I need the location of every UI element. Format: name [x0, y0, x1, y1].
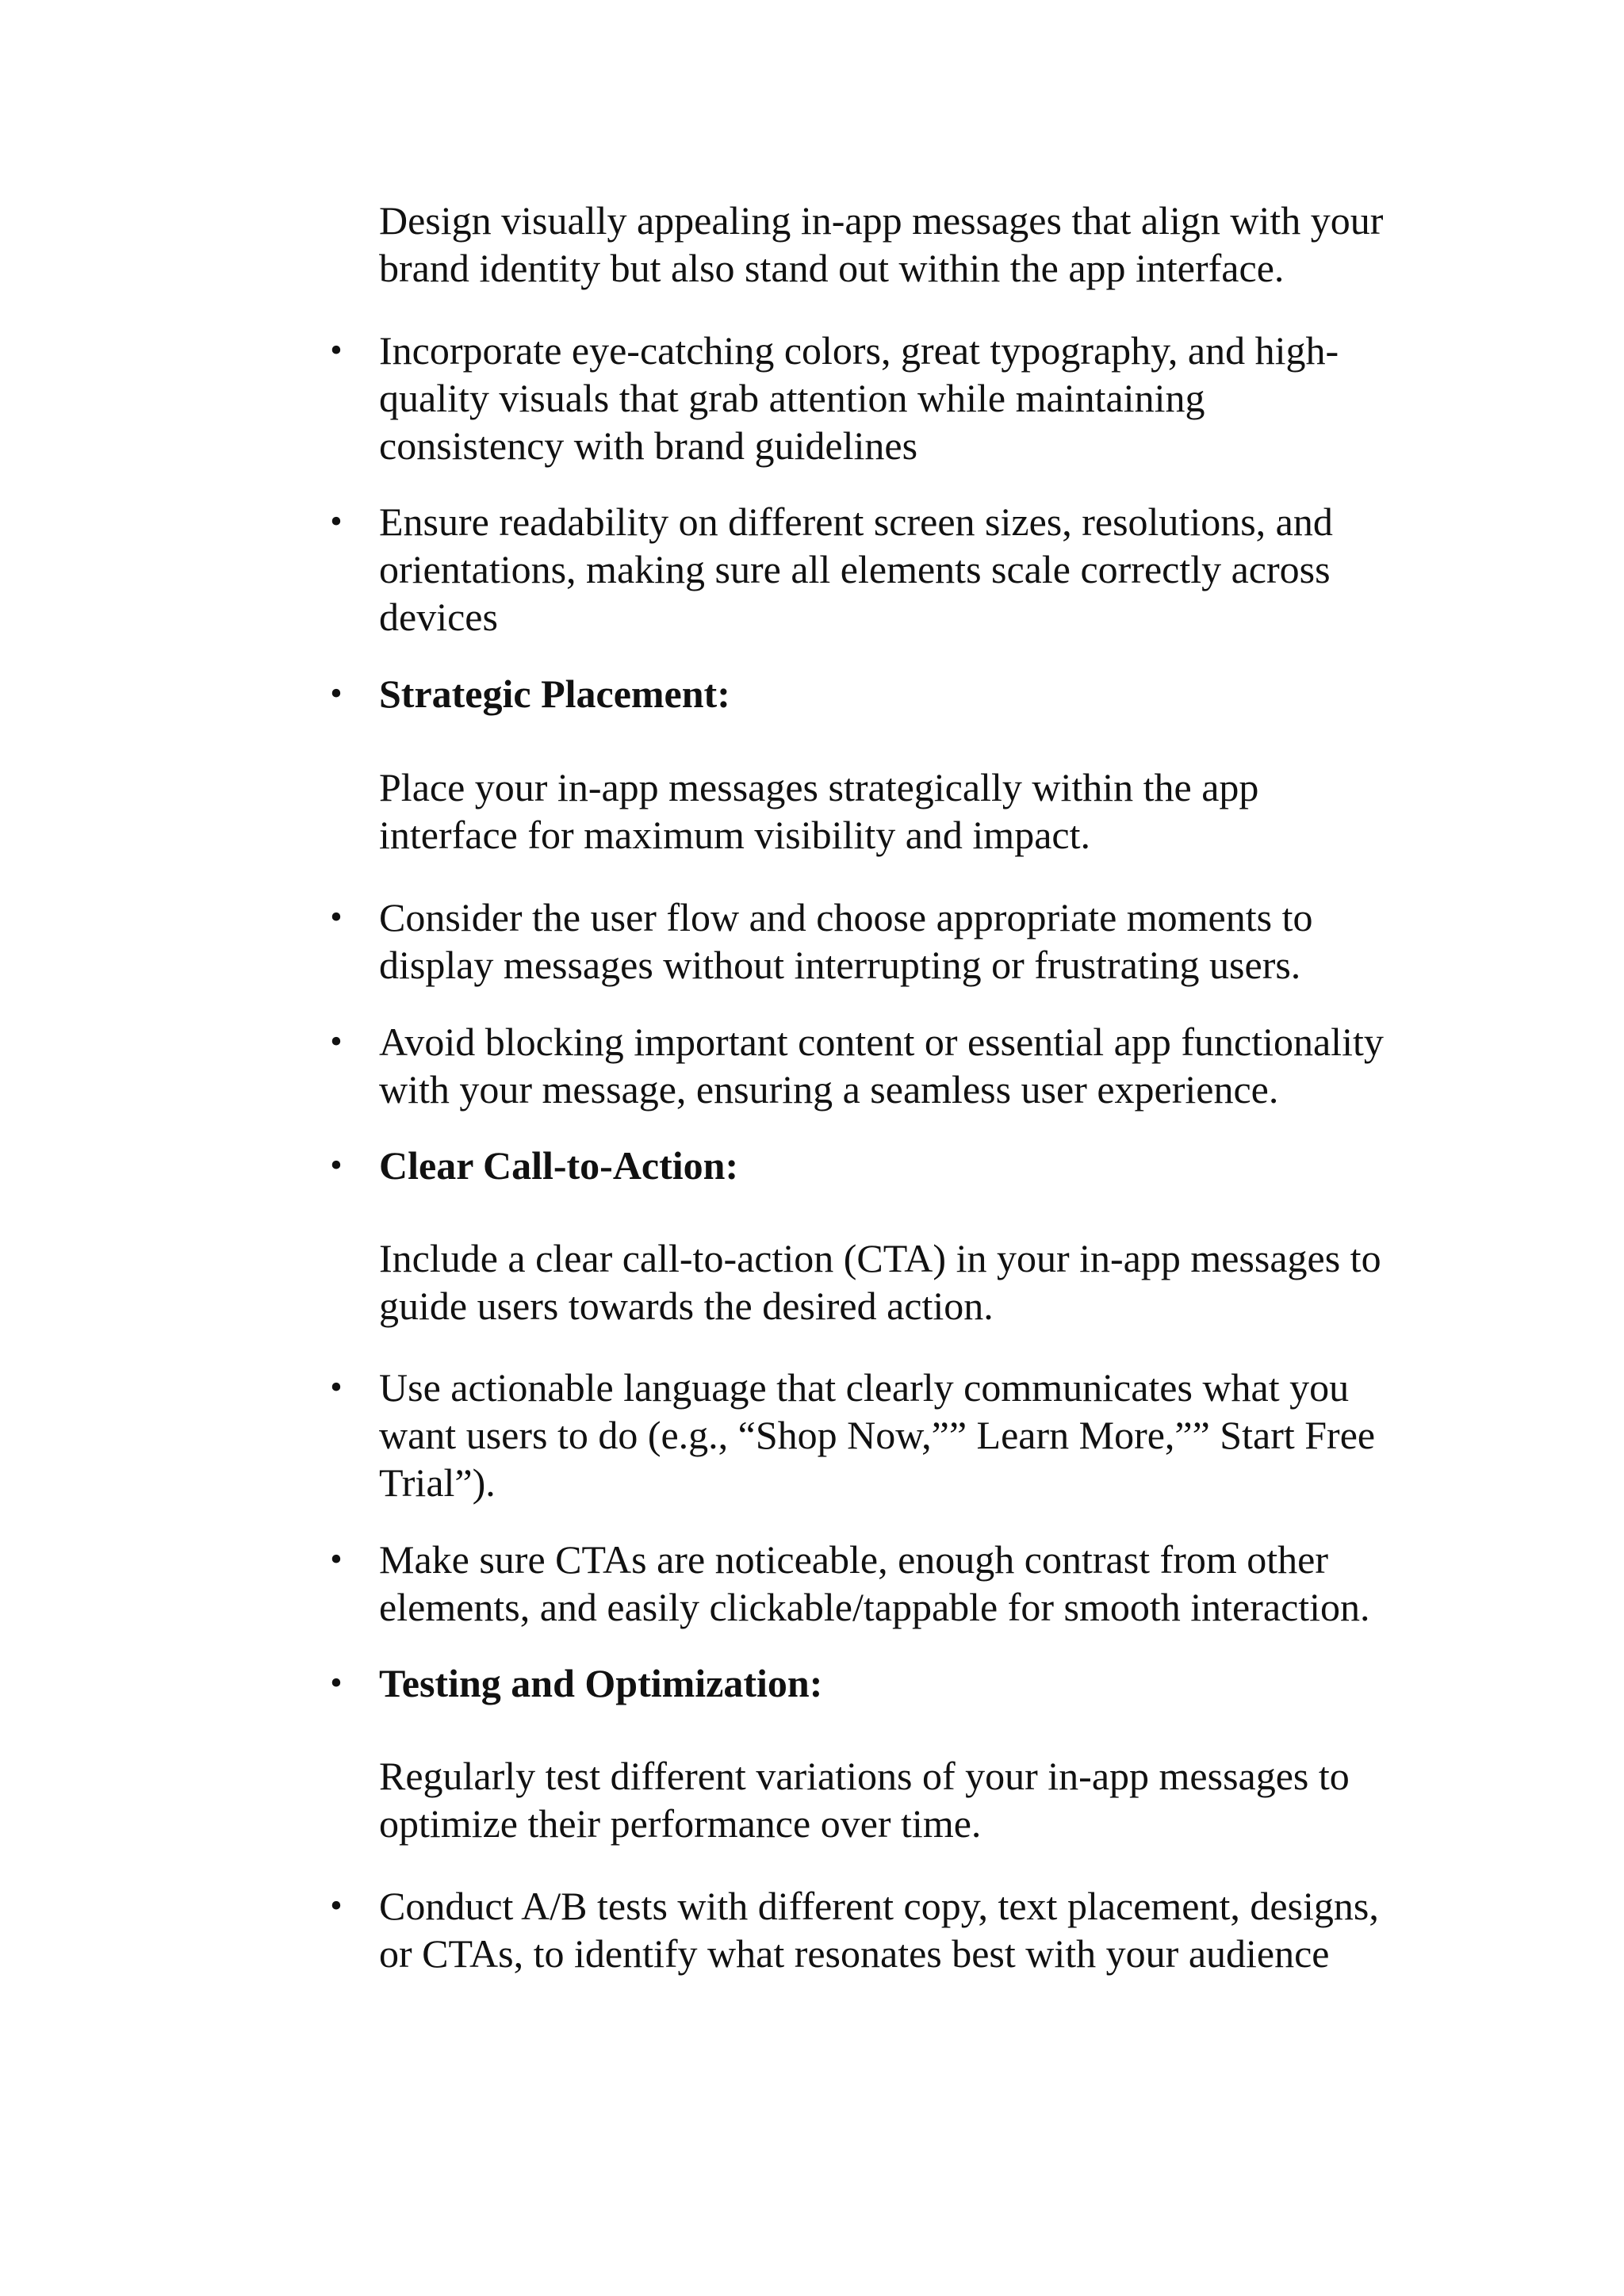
paragraph [379, 1234, 1505, 1330]
text-line: or CTAs, to identify what resonates best with your audience [379, 1931, 1330, 1976]
bullet-icon: • [330, 1540, 343, 1578]
bullet-icon: • [330, 331, 343, 369]
list-item [379, 1882, 1505, 1977]
text-line: want users to do (e.g., “Shop Now,”” Learn More,”” Start Free [379, 1413, 1376, 1457]
list-item [379, 498, 1505, 641]
bullet-icon: • [330, 1886, 343, 1925]
list-item [379, 1364, 1505, 1506]
text-line: Place your in-app messages strategically within the app [379, 765, 1259, 809]
bullet-icon: • [330, 674, 343, 713]
bullet-icon: • [330, 1146, 343, 1184]
text-line: Use actionable language that clearly communicates what you [379, 1365, 1350, 1410]
text-line: Avoid blocking important content or essential app functionality [379, 1020, 1384, 1064]
text-line: Include a clear call-to-action (CTA) in your in-app messages to [379, 1236, 1381, 1280]
section-heading-strategic-placement [379, 670, 1505, 718]
text-line: with your message, ensuring a seamless user experience. [379, 1067, 1279, 1112]
text-line: Make sure CTAs are noticeable, enough contrast from other [379, 1537, 1328, 1582]
text-line: consistency with brand guidelines [379, 423, 918, 468]
text-line: Regularly test different variations of your in-app messages to [379, 1754, 1350, 1798]
list-item [379, 327, 1505, 469]
list-item [379, 1536, 1505, 1631]
text-line: Incorporate eye-catching colors, great typography, and high- [379, 328, 1339, 373]
text-line: interface for maximum visibility and impact. [379, 813, 1090, 857]
text-line: display messages without interrupting or frustrating users. [379, 943, 1301, 987]
text-line: Conduct A/B tests with different copy, text placement, designs, [379, 1884, 1379, 1928]
text-line: guide users towards the desired action. [379, 1284, 994, 1328]
text-line: devices [379, 595, 498, 639]
bullet-icon: • [330, 1663, 343, 1702]
bullet-icon: • [330, 502, 343, 541]
text-line: quality visuals that grab attention while maintaining [379, 376, 1205, 420]
text-line: orientations, making sure all elements scale correctly across [379, 547, 1331, 591]
heading-text: Clear Call-to-Action: [379, 1143, 739, 1188]
text-line: elements, and easily clickable/tappable for smooth interaction. [379, 1585, 1370, 1629]
text-line: Ensure readability on different screen sizes, resolutions, and [379, 499, 1333, 544]
heading-text: Strategic Placement: [379, 672, 730, 716]
heading-text: Testing and Optimization: [379, 1661, 823, 1705]
bullet-icon: • [330, 1368, 343, 1406]
paragraph [379, 763, 1505, 859]
list-item [379, 894, 1505, 989]
paragraph-intro [379, 197, 1505, 292]
bullet-icon: • [330, 1022, 343, 1061]
section-heading-clear-call-to-action [379, 1142, 1505, 1189]
text-line: brand identity but also stand out within the app interface. [379, 246, 1285, 290]
text-line: Trial”). [379, 1460, 496, 1505]
text-line: Consider the user flow and choose appropriate moments to [379, 895, 1313, 939]
text-line: Design visually appealing in-app messages that align with your [379, 198, 1384, 243]
paragraph [379, 1752, 1505, 1847]
list-item [379, 1018, 1505, 1113]
section-heading-testing-and-optimization [379, 1659, 1505, 1707]
text-line: optimize their performance over time. [379, 1801, 982, 1846]
bullet-icon: • [330, 897, 343, 936]
